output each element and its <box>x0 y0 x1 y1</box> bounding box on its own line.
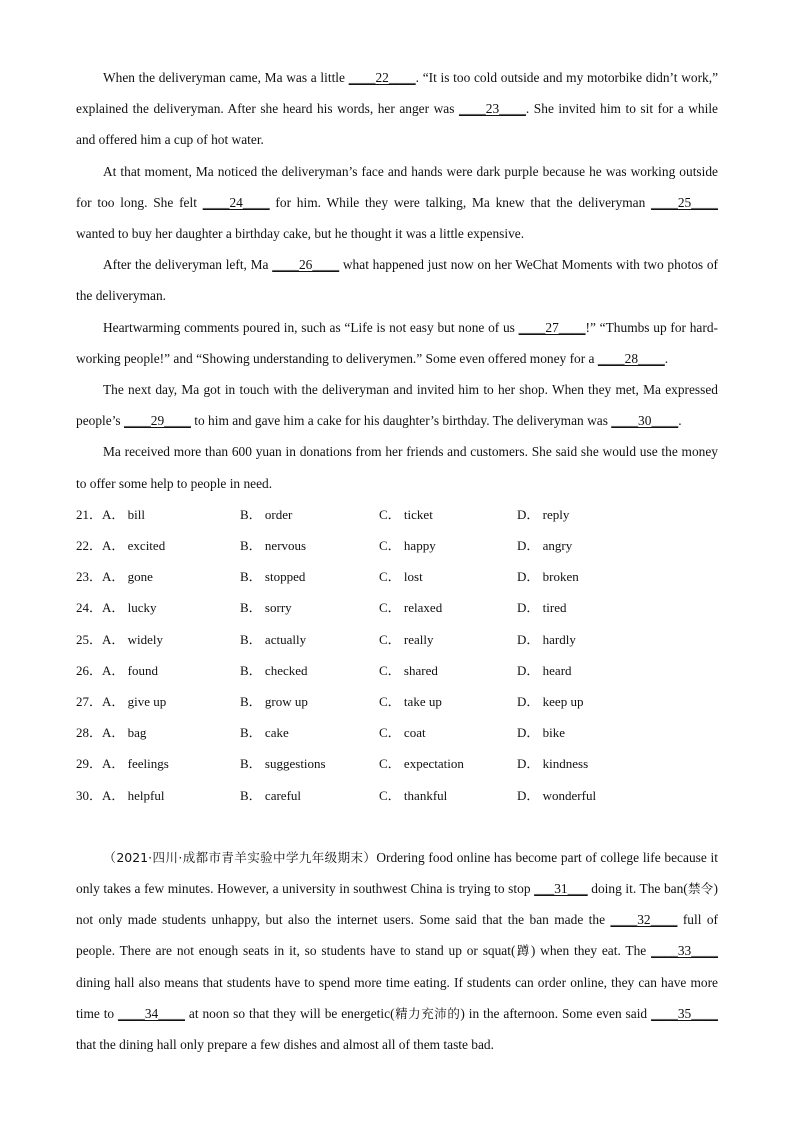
option-c: C． lost <box>379 569 423 585</box>
paragraph-text: Ordering food online has become part of college life because it only takes a few minutes. However, a university in southwest China is trying to stop <box>76 849 718 896</box>
option-c: C． relaxed <box>379 600 443 616</box>
paragraph-text: 精力充沛的 <box>394 1005 461 1021</box>
question-number: 24． <box>76 600 103 616</box>
paragraph-text: . “It is too cold outside and my motorbike didn’t work,” explained the deliveryman. After she heard his words, her anger was <box>76 70 719 117</box>
paragraph-text: to him and gave him a cake for his daughter’s birthday. The deliveryman was <box>190 413 612 429</box>
option-d: D． keep up <box>517 693 584 709</box>
answer-blank: ____33____ <box>651 943 718 959</box>
question-number: 21． <box>76 506 103 522</box>
question-number: 25． <box>76 631 103 647</box>
option-d: D． bike <box>517 725 566 741</box>
passage-1 <box>76 62 718 499</box>
option-row <box>76 592 718 623</box>
option-b: B． cake <box>240 725 289 741</box>
option-b: B． grow up <box>240 693 308 709</box>
option-row <box>76 655 718 686</box>
answer-blank: ____35____ <box>651 1005 718 1021</box>
option-c: C． happy <box>379 538 436 554</box>
option-c: C． ticket <box>379 506 433 522</box>
option-a: A． widely <box>102 631 164 647</box>
paragraph-text: ) in the afternoon. Some even said <box>460 1005 652 1021</box>
paragraph-text: Heartwarming comments poured in, such as “Life is not easy but none of us <box>103 319 519 335</box>
option-a: A． give up <box>102 693 167 709</box>
option-c: C． expectation <box>379 756 464 772</box>
paragraph-text: dining hall also means that students have to spend more time eating. If students can order online, they can have more time to <box>76 974 718 1021</box>
option-a: A． found <box>102 662 158 678</box>
option-c: C． really <box>379 631 434 647</box>
option-b: B． stopped <box>240 569 306 585</box>
paragraph-text: . <box>678 413 682 429</box>
option-c: C． thankful <box>379 787 448 803</box>
answer-blank: ____32____ <box>610 912 678 928</box>
paragraph-text: what happened just now on her WeChat Moments with two photos of the deliveryman. <box>76 257 718 304</box>
option-c: C． take up <box>379 693 442 709</box>
answer-blank: ____25____ <box>651 194 718 210</box>
paragraph-text: that the dining hall only prepare a few dishes and almost all of them taste bad. <box>76 1036 494 1052</box>
option-a: A． feelings <box>102 756 169 772</box>
option-b: B． actually <box>240 631 307 647</box>
option-a: A． lucky <box>102 600 157 616</box>
answer-blank: ____24____ <box>202 194 270 210</box>
paragraph-text: wanted to buy her daughter a birthday cake, but he thought it was a little expensive. <box>76 226 525 242</box>
option-b: B． order <box>240 506 293 522</box>
question-number: 30． <box>76 787 103 803</box>
question-number: 23． <box>76 569 103 585</box>
option-row <box>76 530 718 561</box>
answer-blank: ____28____ <box>597 350 665 366</box>
paragraph-text: ) when they eat. The <box>530 943 652 959</box>
paragraph-text: . <box>664 350 669 366</box>
passage-2 <box>76 842 718 1060</box>
answer-blank: ____27____ <box>518 319 586 335</box>
paragraph-text: 蹲 <box>515 943 531 959</box>
answer-blank: ____26____ <box>272 257 340 273</box>
paragraph <box>76 842 718 1060</box>
paragraph <box>76 312 718 374</box>
paragraph-text: After the deliveryman left, Ma <box>103 257 273 273</box>
option-d: D． reply <box>517 506 570 522</box>
answer-blank: ____29____ <box>123 413 191 429</box>
option-a: A． helpful <box>102 787 165 803</box>
options-table <box>76 499 718 811</box>
paragraph-text: At that moment, Ma noticed the deliveryman’s face and hands were dark purple because he was working outside for too long. She felt <box>76 163 718 210</box>
paragraph-text: for him. While they were talking, Ma knew that the deliveryman <box>269 194 652 210</box>
paragraph-text: full of people. There are not enough seats in it, so students have to stand up or squat( <box>76 912 718 959</box>
question-number: 29． <box>76 756 103 772</box>
question-number: 26． <box>76 662 103 678</box>
option-row <box>76 499 718 530</box>
question-number: 27． <box>76 693 103 709</box>
option-b: B． careful <box>240 787 302 803</box>
paragraph-text: （2021·四川·成都市青羊实验中学九年级期末） <box>103 849 377 865</box>
option-row <box>76 624 718 655</box>
option-d: D． kindness <box>517 756 589 772</box>
document-page <box>76 62 718 1060</box>
paragraph <box>76 249 718 311</box>
option-a: A． excited <box>102 538 166 554</box>
answer-blank: ____30____ <box>611 413 679 429</box>
option-c: C． shared <box>379 662 438 678</box>
question-number: 28． <box>76 725 103 741</box>
option-d: D． heard <box>517 662 572 678</box>
paragraph-text: at noon so that they will be energetic( <box>185 1005 395 1021</box>
paragraph-text: !” “Thumbs up for hard-working people!” and “Showing understanding to deliverymen.” Some even offered money for a <box>76 319 718 366</box>
paragraph-text: ) not only made students unhappy, but also the internet users. Some said that the ban made the <box>76 880 718 928</box>
option-a: A． bag <box>102 725 147 741</box>
option-d: D． wonderful <box>517 787 597 803</box>
option-row <box>76 561 718 592</box>
paragraph-text: The next day, Ma got in touch with the deliveryman and invited him to her shop. When they met, Ma expressed people’s <box>76 382 718 429</box>
option-row <box>76 717 718 748</box>
option-d: D． angry <box>517 538 573 554</box>
paragraph <box>76 436 718 498</box>
answer-blank: ____23____ <box>458 101 526 117</box>
answer-blank: ____34____ <box>118 1005 185 1021</box>
option-a: A． bill <box>102 506 145 522</box>
option-a: A． gone <box>102 569 153 585</box>
option-row <box>76 780 718 811</box>
option-d: D． hardly <box>517 631 576 647</box>
option-row <box>76 748 718 779</box>
paragraph-text: . She invited him to sit for a while and offered him a cup of hot water. <box>76 101 718 148</box>
section-spacer <box>76 811 718 842</box>
answer-blank: ___31___ <box>534 880 588 896</box>
answer-blank: ____22____ <box>348 70 416 85</box>
paragraph-text: Ma received more than 600 yuan in donations from her friends and customers. She said she would use the money to offer some help to people in need. <box>76 444 718 491</box>
paragraph-text: 禁令 <box>687 880 714 896</box>
option-d: D． broken <box>517 569 579 585</box>
option-c: C． coat <box>379 725 426 741</box>
paragraph <box>76 374 718 436</box>
option-b: B． checked <box>240 662 308 678</box>
paragraph-text: When the deliveryman came, Ma was a little <box>103 70 349 85</box>
paragraph <box>76 156 718 250</box>
option-row <box>76 686 718 717</box>
option-d: D． tired <box>517 600 567 616</box>
question-number: 22． <box>76 538 103 554</box>
paragraph <box>76 62 718 156</box>
paragraph-text: doing it. The ban( <box>587 880 688 896</box>
option-b: B． sorry <box>240 600 292 616</box>
option-b: B． nervous <box>240 538 307 554</box>
option-b: B． suggestions <box>240 756 326 772</box>
